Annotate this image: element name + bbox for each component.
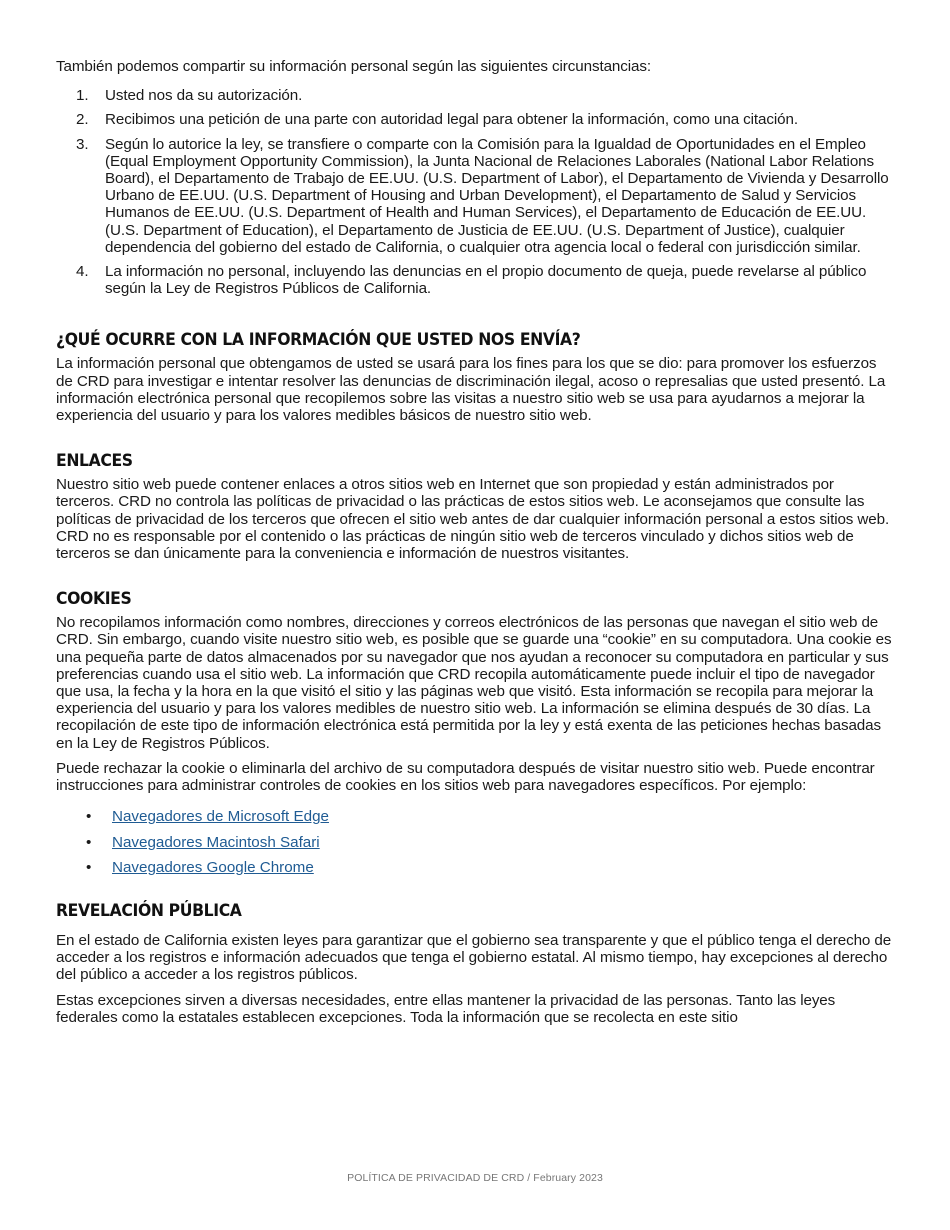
section-body-disclosure-2: Estas excepciones sirven a diversas necesidades, entre ellas mantener la privacidad de las personas. Tanto las leyes federales como la estatales establecen excepciones. Toda la información que se recolecta en este sitio <box>56 991 836 1026</box>
section-body-disclosure-1: En el estado de California existen leyes para garantizar que el gobierno sea transparente y que el público tenga el derecho de acceder a los registros e información adecuados que tenga el gobierno estatal. Al mismo tiempo, hay excepciones al derecho del público a acceder a los registros públicos. <box>56 931 892 984</box>
list-item <box>56 87 896 104</box>
intro-paragraph: También podemos compartir su información personal según las siguientes circunstancias: <box>56 58 651 75</box>
section-body-cookies-1: No recopilamos información como nombres, direcciones y correos electrónicos de las personas que navegan el sitio web de CRD. Sin embargo, cuando visite nuestro sitio web, es posible que se guarde una “cookie” en su computadora. Una cookie es una pequeña parte de datos almacenados por su navegador que nos ayudan a reconocer su computadora en particular y sus preferencias cuando usa el sitio web. La información que CRD recopila automáticamente puede incluir el tipo de navegador que usa, la fecha y la hora en la que visitó el sitio y las páginas web que visitó. Esta información se recopila para mejorar la experiencia del usuario y para los valores medibles de nuestro sitio web. La información se elimina después de 30 días. La recopilación de este tipo de información electrónica está permitida por la ley y está exenta de las peticiones hechas basadas en la Ley de Registros Públicos. <box>56 614 892 752</box>
list-item <box>56 859 896 876</box>
list-item <box>56 834 896 851</box>
browser-links-list <box>56 808 896 876</box>
list-item <box>56 111 896 128</box>
bullet-icon: • <box>86 858 92 876</box>
section-body-cookies-2: Puede rechazar la cookie o eliminarla del archivo de su computadora después de visitar nuestro sitio web. Puede encontrar instrucciones para administrar controles de cookies en los sitios web para navegadores específicos. Por ejemplo: <box>56 759 875 795</box>
link-macintosh-safari[interactable]: Navegadores Macintosh Safari <box>112 833 320 851</box>
section-heading-links: ENLACES <box>56 451 133 472</box>
section-heading-info: ¿QUÉ OCURRE CON LA INFORMACIÓN QUE USTED NOS ENVÍA? <box>56 330 581 351</box>
bullet-icon: • <box>86 833 92 851</box>
list-item-text: Usted nos da su autorización. <box>105 87 303 105</box>
section-body-links: Nuestro sitio web puede contener enlaces a otros sitios web en Internet que son propiedad y están administrados por terceros. CRD no controla las políticas de privacidad o las prácticas de estos sitios web. Le aconsejamos que consulte las políticas de privacidad de los terceros que ofrecen el sitio web antes de dar cualquier información personal a estos sitios web. CRD no es responsable por el contenido o las prácticas de ningún sitio web de terceros vinculado y dichos sitios web de terceros se dan únicamente para la conveniencia e información de nuestros visitantes. <box>56 476 890 563</box>
list-number: 3. <box>76 135 89 153</box>
page-footer: POLÍTICA DE PRIVACIDAD DE CRD / February 2023 <box>347 1172 603 1184</box>
list-item <box>56 263 896 297</box>
section-body-info: La información personal que obtengamos de usted se usará para los fines para los que se dio: para promover los esfuerzos de CRD para investigar e intentar resolver las denuncias de discriminación ilegal, acoso o represalias que usted presentó. La información electrónica personal que recopilemos sobre las visitas a nuestro sitio web se usa para ayudarnos a mejorar la experiencia del usuario y para los valores medibles básicos de nuestro sitio web. <box>56 355 886 425</box>
list-number: 2. <box>76 111 89 129</box>
list-item-text: La información no personal, incluyendo las denuncias en el propio documento de queja, puede revelarse al público según la Ley de Registros Públicos de California. <box>105 263 867 298</box>
list-number: 1. <box>76 87 89 105</box>
section-heading-disclosure: REVELACIÓN PÚBLICA <box>56 900 242 921</box>
list-item <box>56 136 896 256</box>
list-number: 4. <box>76 263 89 281</box>
document-page <box>56 58 896 1026</box>
list-item <box>56 808 896 825</box>
circumstances-list <box>56 87 896 297</box>
link-google-chrome[interactable]: Navegadores Google Chrome <box>112 858 314 876</box>
list-item-text: Recibimos una petición de una parte con autoridad legal para obtener la información, como una citación. <box>105 111 798 129</box>
link-microsoft-edge[interactable]: Navegadores de Microsoft Edge <box>112 808 329 826</box>
section-heading-cookies: COOKIES <box>56 589 132 610</box>
list-item-text: Según lo autorice la ley, se transfiere o comparte con la Comisión para la Igualdad de Oportunidades en el Empleo (Equal Employment Opportunity Commission), la Junta Nacional de Relaciones Laborales (National Labor Relations Board), el Departamento de Trabajo de EE.UU. (U.S. Department of Labor), el Departamento de Vivienda y Desarrollo Urbano de EE.UU. (U.S. Department of Housing and Urban Development), el Departamento de Salud y Servicios Humanos de EE.UU. (U.S. Department of Health and Human Services), el Departamento de Educación de EE.UU. (U.S. Department of Education), el Departamento de Justicia de EE.UU. (U.S. Department of Justice), cualquier dependencia del gobierno del estado de California, o cualquier otra agencia local o federal con jurisdicción similar. <box>105 135 889 256</box>
bullet-icon: • <box>86 808 92 826</box>
